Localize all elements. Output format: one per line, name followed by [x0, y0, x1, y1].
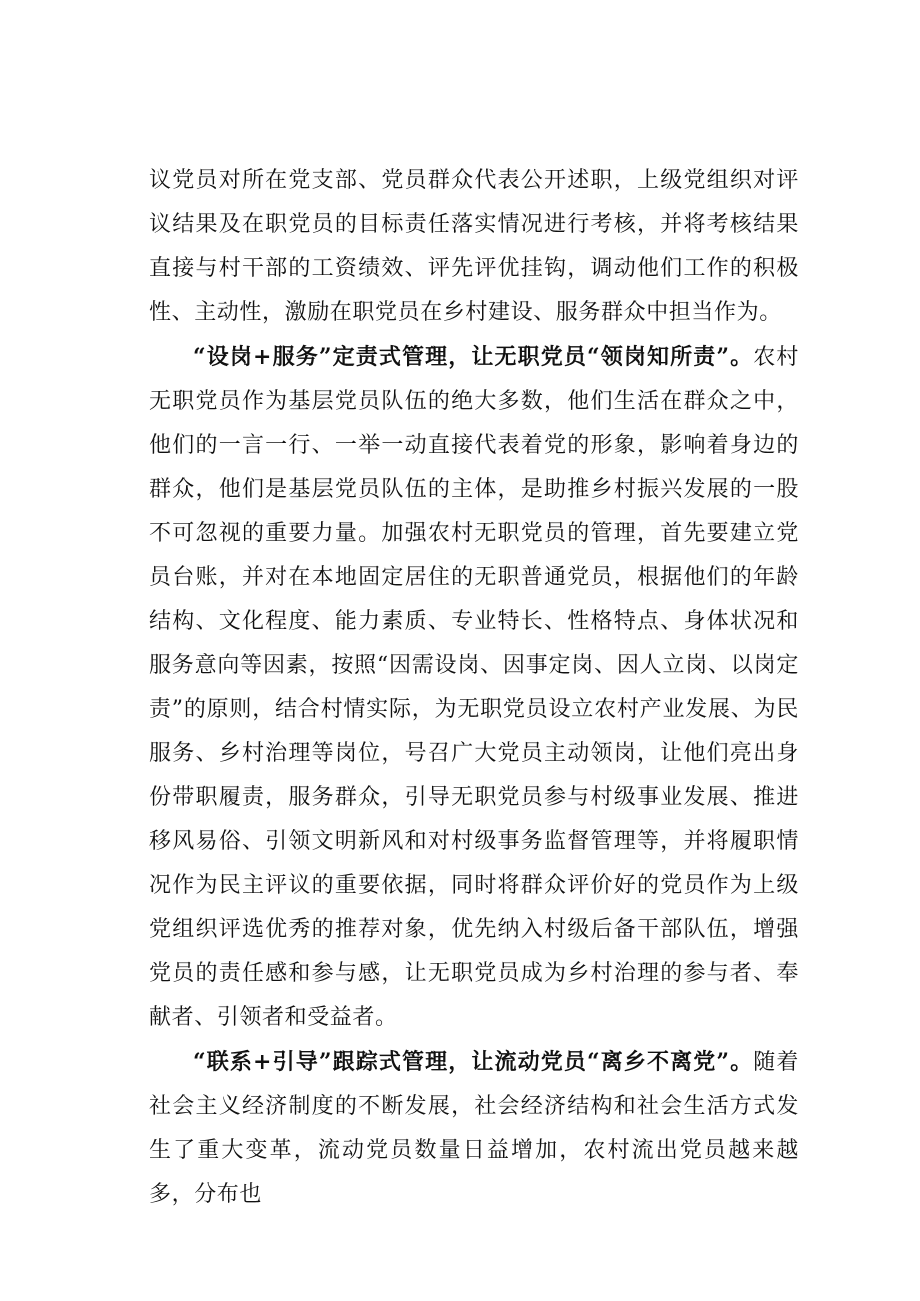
paragraph-2-lead: “设岗+服务”定责式管理，让无职党员“领岗知所责”。 [193, 344, 754, 370]
paragraph-3-body: 随着社会主义经济制度的不断发展，社会经济结构和社会生活方式发生了重大变革，流动党员数量日益增加，农村流出党员越来越多，分布也 [149, 1050, 800, 1207]
paragraph-2-body: 农村无职党员作为基层党员队伍的绝大多数，他们生活在群众之中，他们的一言一行、一举一动直接代表着党的形象，影响着身边的群众，他们是基层党员队伍的主体，是助推乡村振兴发展的一股不可忽视的重要力量。加强农村无职党员的管理，首先要建立党员台账，并对在本地固定居住的无职普通党员，根据他们的年龄结构、文化程度、能力素质、专业特长、性格特点、身体状况和服务意向等因素，按照“因需设岗、因事定岗、因人立岗、以岗定责”的原则，结合村情实际，为无职党员设立农村产业发展、为民服务、乡村治理等岗位，号召广大党员主动领岗，让他们亮出身份带职履责，服务群众，引导无职党员参与村级事业发展、推进移风易俗、引领文明新风和对村级事务监督管理等，并将履职情况作为民主评议的重要依据，同时将群众评价好的党员作为上级党组织评选优秀的推荐对象，优先纳入村级后备干部队伍，增强党员的责任感和参与感，让无职党员成为乡村治理的参与者、奉献者、引领者和受益者。 [149, 345, 800, 1030]
paragraph-2 [149, 335, 799, 1040]
document-body [149, 158, 799, 1217]
paragraph-1-body: 议党员对所在党支部、党员群众代表公开述职，上级党组织对评议结果及在职党员的目标责任落实情况进行考核，并将考核结果直接与村干部的工资绩效、评先评优挂钩，调动他们工作的积极性、主动性，激励在职党员在乡村建设、服务群众中担当作为。 [149, 168, 799, 325]
paragraph-3-lead: “联系+引导”跟踪式管理，让流动党员“离乡不离党”。 [193, 1049, 754, 1075]
paragraph-1 [149, 158, 799, 335]
paragraph-3 [149, 1040, 799, 1217]
